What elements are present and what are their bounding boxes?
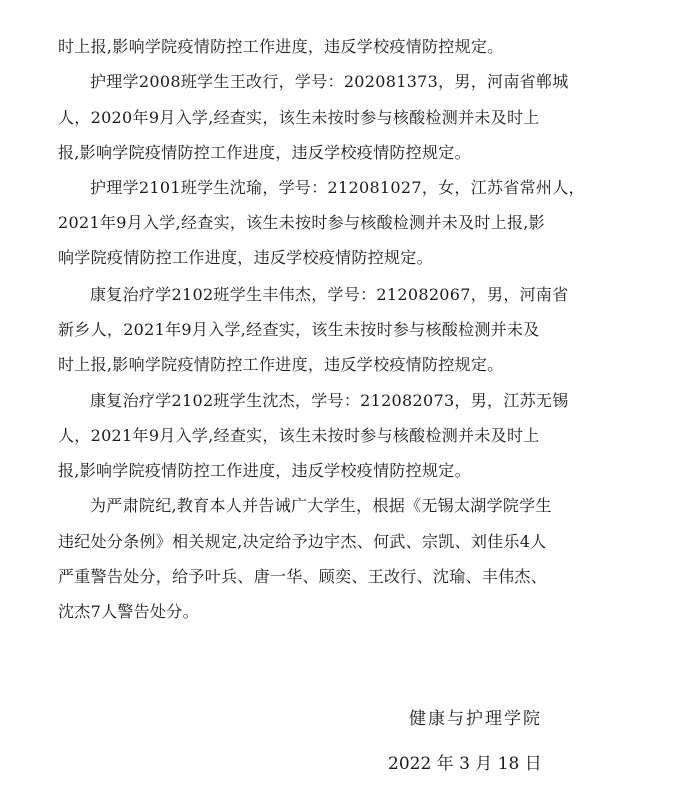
body-line: 沈杰7人警告处分。: [58, 602, 199, 621]
signature-date: 2022 年 3 月 18 日: [388, 754, 542, 774]
body-line: 护理学2008班学生王改行，学号：202081373，男，河南省郸城: [90, 72, 569, 91]
body-line: 报,影响学院疫情防控工作进度，违反学校疫情防控规定。: [58, 143, 471, 162]
body-line: 时上报,影响学院疫情防控工作进度，违反学校疫情防控规定。: [58, 355, 504, 374]
body-line: 时上报,影响学院疫情防控工作进度，违反学校疫情防控规定。: [58, 37, 504, 56]
signature-org: 健康与护理学院: [409, 709, 542, 729]
body-line: 人，2020年9月入学,经查实，该生未按时参与核酸检测并未及时上: [58, 108, 540, 127]
body-line: 响学院疫情防控工作进度，违反学校疫情防控规定。: [58, 248, 433, 267]
body-line: 康复治疗学2102班学生丰伟杰，学号：212082067，男，河南省: [90, 285, 569, 304]
body-line: 为严肃院纪,教育本人并告诫广大学生，根据《无锡太湖学院学生: [90, 496, 552, 515]
body-line: 报,影响学院疫情防控工作进度，违反学校疫情防控规定。: [58, 461, 471, 480]
body-line: 康复治疗学2102班学生沈杰，学号：212082073，男，江苏无锡: [90, 391, 569, 410]
body-line: 违纪处分条例》相关规定,决定给予边宇杰、何武、宗凯、刘佳乐4人: [58, 532, 547, 551]
body-line: 人，2021年9月入学,经查实，该生未按时参与核酸检测并未及时上: [58, 426, 540, 445]
body-line: 2021年9月入学,经查实，该生未按时参与核酸检测并未及时上报,影: [58, 213, 545, 232]
body-line: 新乡人，2021年9月入学,经查实，该生未按时参与核酸检测并未及: [58, 320, 540, 339]
body-line: 严重警告处分，给予叶兵、唐一华、顾奕、王改行、沈瑜、丰伟杰、: [58, 567, 548, 586]
body-line: 护理学2101班学生沈瑜，学号：212081027，女，江苏省常州人，: [90, 178, 585, 197]
